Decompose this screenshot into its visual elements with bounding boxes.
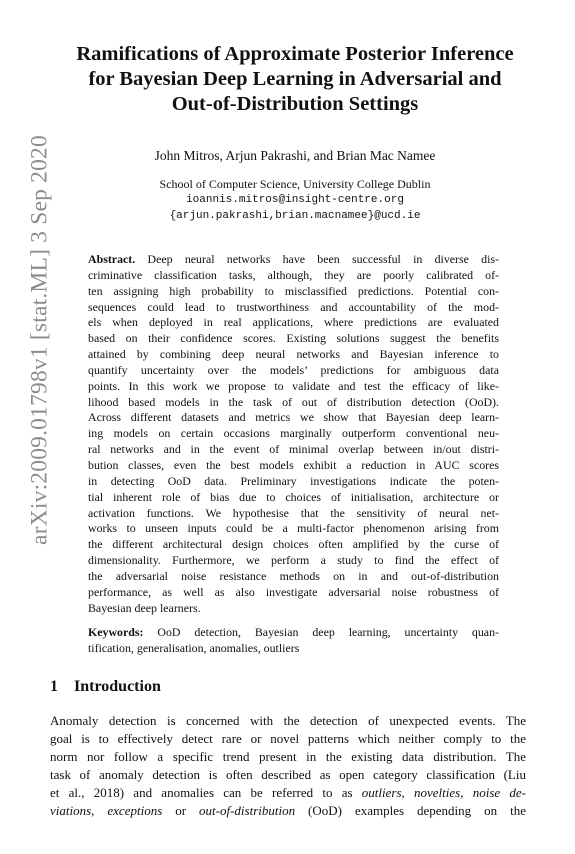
section-heading [50, 678, 161, 696]
abstract-line: criminative classification tasks, although, they are poorly calibrated of- [88, 267, 499, 282]
abstract-line: points. In this work we propose to validate and test the efficacy of like- [88, 378, 499, 393]
affiliation-block [60, 176, 530, 224]
body-text: , [401, 785, 415, 801]
abstract-line: attained by combining deep neural networks and Bayesian inference to [88, 347, 499, 362]
abstract-line: Bayesian deep learners. [88, 600, 201, 615]
body-line [50, 802, 526, 820]
abstract-line: ten assigning high probability to misclassified predictions. Potential con- [88, 283, 499, 298]
introduction-text [50, 712, 526, 821]
abstract-line [88, 252, 499, 268]
abstract-line: lihood based models in the task of out of distribution detection (OoD). [88, 394, 499, 409]
abstract-line: ral networks and in the event of minimal overlap between in/out distri- [88, 442, 499, 457]
author-list: John Mitros, Arjun Pakrashi, and Brian Mac Namee [154, 148, 436, 163]
abstract-line: based on their confidence scores. Existing solutions suggest the benefits [88, 331, 499, 346]
keywords-line: tification, generalisation, anomalies, outliers [88, 640, 300, 655]
section-title: Introduction [74, 678, 161, 695]
abstract-line: works to unseen inputs could be a multi-factor phenomenon arising from [88, 521, 499, 536]
abstract-line: ing models on certain occasions marginally outperform conventional neu- [88, 426, 499, 441]
section-number: 1 [50, 678, 58, 695]
body-line: Anomaly detection is concerned with the detection of unexpected events. The [50, 713, 526, 728]
body-line: norm nor follow a specific trend present in the existing data distribution. The [50, 749, 526, 765]
title-line: for Bayesian Deep Learning in Adversarial and [88, 68, 502, 90]
email-address: {arjun.pakrashi,brian.macnamee}@ucd.ie [169, 210, 421, 222]
abstract-line: bution classes, even the best models exhibit a reduction in AUC scores [88, 457, 499, 472]
abstract-label: Abstract. [88, 252, 136, 266]
body-text: (OoD) examples depending on the [295, 803, 526, 819]
keywords-text: OoD detection, Bayesian deep learning, uncertainty quan- [157, 625, 499, 639]
abstract-line: dimensionality. Furthermore, we perform a study to find the effect of [88, 553, 499, 568]
body-line: task of anomaly detection is often described as open category classification (Liu [50, 767, 526, 783]
abstract-line: Across different datasets and metrics we show that Bayesian deep learn- [88, 410, 499, 425]
keywords-label: Keywords: [88, 625, 144, 639]
abstract-line: in detecting OoD data. Preliminary investigations indicate the poten- [88, 473, 499, 488]
body-text: et al., 2018) and anomalies can be referred to as [50, 785, 362, 801]
body-text: , [91, 803, 108, 819]
abstract-text: Deep neural networks have been successful in diverse dis- [147, 252, 499, 266]
emphasis-term: viations [50, 803, 92, 819]
email-address: ioannis.mitros@insight-centre.org [186, 194, 404, 206]
keywords-line [88, 625, 499, 641]
emphasis-term: out-of-distribution [199, 803, 296, 819]
title-line: Ramifications of Approximate Posterior Inference [76, 43, 514, 65]
abstract-line: sequences could lead to trustworthiness and accountability of the mod- [88, 299, 499, 314]
keywords [88, 625, 499, 657]
emphasis-term: novelties [414, 785, 461, 801]
emphasis-term: exceptions [107, 803, 163, 819]
abstract-line: the different architectural design choices often amplified by the curse of [88, 537, 499, 552]
emphasis-term: noise de- [472, 785, 526, 801]
abstract-line: quantify uncertainty over the models’ predictions for ambiguous data [88, 362, 499, 377]
paper-title [60, 42, 530, 117]
abstract-line: performance, as well as also investigate adversarial noise robustness of [88, 584, 499, 599]
affiliation: School of Computer Science, University College Dublin [159, 177, 431, 191]
abstract-line: tial inherent role of bias due to choices of initialisation, architecture or [88, 489, 499, 504]
body-line [50, 784, 526, 802]
body-line: goal is to effectively detect rare or novel patterns which neither comply to the [50, 731, 526, 747]
arxiv-identifier-text: arXiv:2009.01798v1 [stat.ML] 3 Sep 2020 [26, 135, 53, 545]
emphasis-term: outliers [361, 785, 402, 801]
abstract-line: the adversarial noise resistance methods on in and out-of-distribution [88, 568, 499, 583]
body-text: or [162, 803, 200, 819]
abstract-line: els when deployed in real applications, where predictions are evaluated [88, 315, 499, 330]
body-text: , [460, 785, 473, 801]
title-line: Out-of-Distribution Settings [171, 93, 419, 115]
arxiv-identifier [18, 40, 62, 640]
abstract [88, 252, 499, 616]
abstract-line: activation functions. We hypothesise that the sensitivity of neural net- [88, 505, 499, 520]
